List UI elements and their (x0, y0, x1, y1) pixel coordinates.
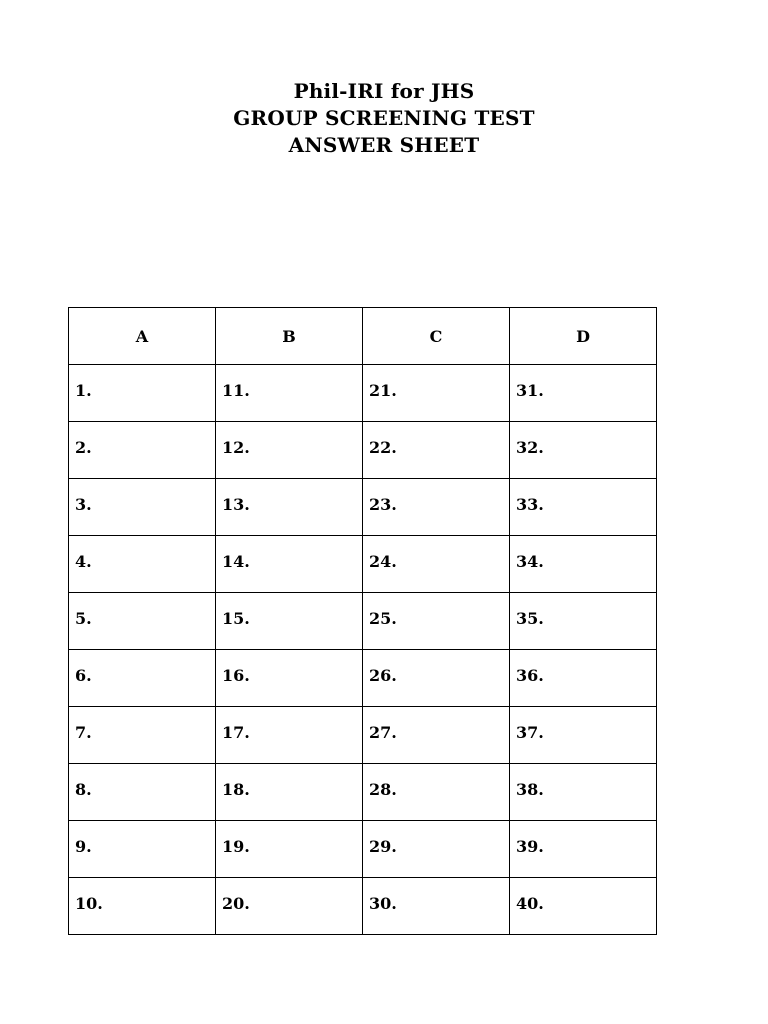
table-row (69, 365, 657, 422)
title-line-2: GROUP SCREENING TEST (233, 106, 535, 130)
answer-cell: 26. (363, 650, 510, 707)
answer-cell: 17. (216, 707, 363, 764)
answer-cell: 30. (363, 878, 510, 935)
answer-cell: 19. (216, 821, 363, 878)
table-row (69, 650, 657, 707)
title-line-3: ANSWER SHEET (288, 133, 480, 157)
column-header-c: C (363, 308, 510, 365)
answer-cell: 8. (69, 764, 216, 821)
answer-cell: 16. (216, 650, 363, 707)
answer-cell: 38. (510, 764, 657, 821)
answer-cell: 27. (363, 707, 510, 764)
answer-cell: 31. (510, 365, 657, 422)
table-row (69, 593, 657, 650)
answer-cell: 32. (510, 422, 657, 479)
answer-cell: 34. (510, 536, 657, 593)
answer-cell: 22. (363, 422, 510, 479)
answer-cell: 36. (510, 650, 657, 707)
table-row (69, 422, 657, 479)
answer-cell: 37. (510, 707, 657, 764)
answer-cell: 21. (363, 365, 510, 422)
header-row (69, 308, 657, 365)
answer-cell: 4. (69, 536, 216, 593)
title-line-1: Phil-IRI for JHS (293, 79, 475, 103)
answer-cell: 15. (216, 593, 363, 650)
answer-cell: 18. (216, 764, 363, 821)
answer-cell: 13. (216, 479, 363, 536)
table-row (69, 707, 657, 764)
column-header-b: B (216, 308, 363, 365)
answer-cell: 33. (510, 479, 657, 536)
answer-cell: 2. (69, 422, 216, 479)
column-header-d: D (510, 308, 657, 365)
answer-cell: 11. (216, 365, 363, 422)
answer-cell: 23. (363, 479, 510, 536)
answer-cell: 10. (69, 878, 216, 935)
table-row (69, 878, 657, 935)
answer-cell: 39. (510, 821, 657, 878)
table-row (69, 764, 657, 821)
document-title (0, 78, 768, 159)
answer-cell: 24. (363, 536, 510, 593)
table-row (69, 536, 657, 593)
answer-cell: 9. (69, 821, 216, 878)
answer-cell: 20. (216, 878, 363, 935)
answer-cell: 35. (510, 593, 657, 650)
answer-cell: 3. (69, 479, 216, 536)
answer-cell: 1. (69, 365, 216, 422)
answer-cell: 6. (69, 650, 216, 707)
table-row (69, 479, 657, 536)
answer-cell: 29. (363, 821, 510, 878)
column-header-a: A (69, 308, 216, 365)
table-row (69, 821, 657, 878)
answer-cell: 28. (363, 764, 510, 821)
answer-cell: 40. (510, 878, 657, 935)
answer-cell: 12. (216, 422, 363, 479)
answer-cell: 14. (216, 536, 363, 593)
answer-cell: 7. (69, 707, 216, 764)
answer-cell: 5. (69, 593, 216, 650)
answer-sheet-table (68, 307, 657, 935)
answer-cell: 25. (363, 593, 510, 650)
